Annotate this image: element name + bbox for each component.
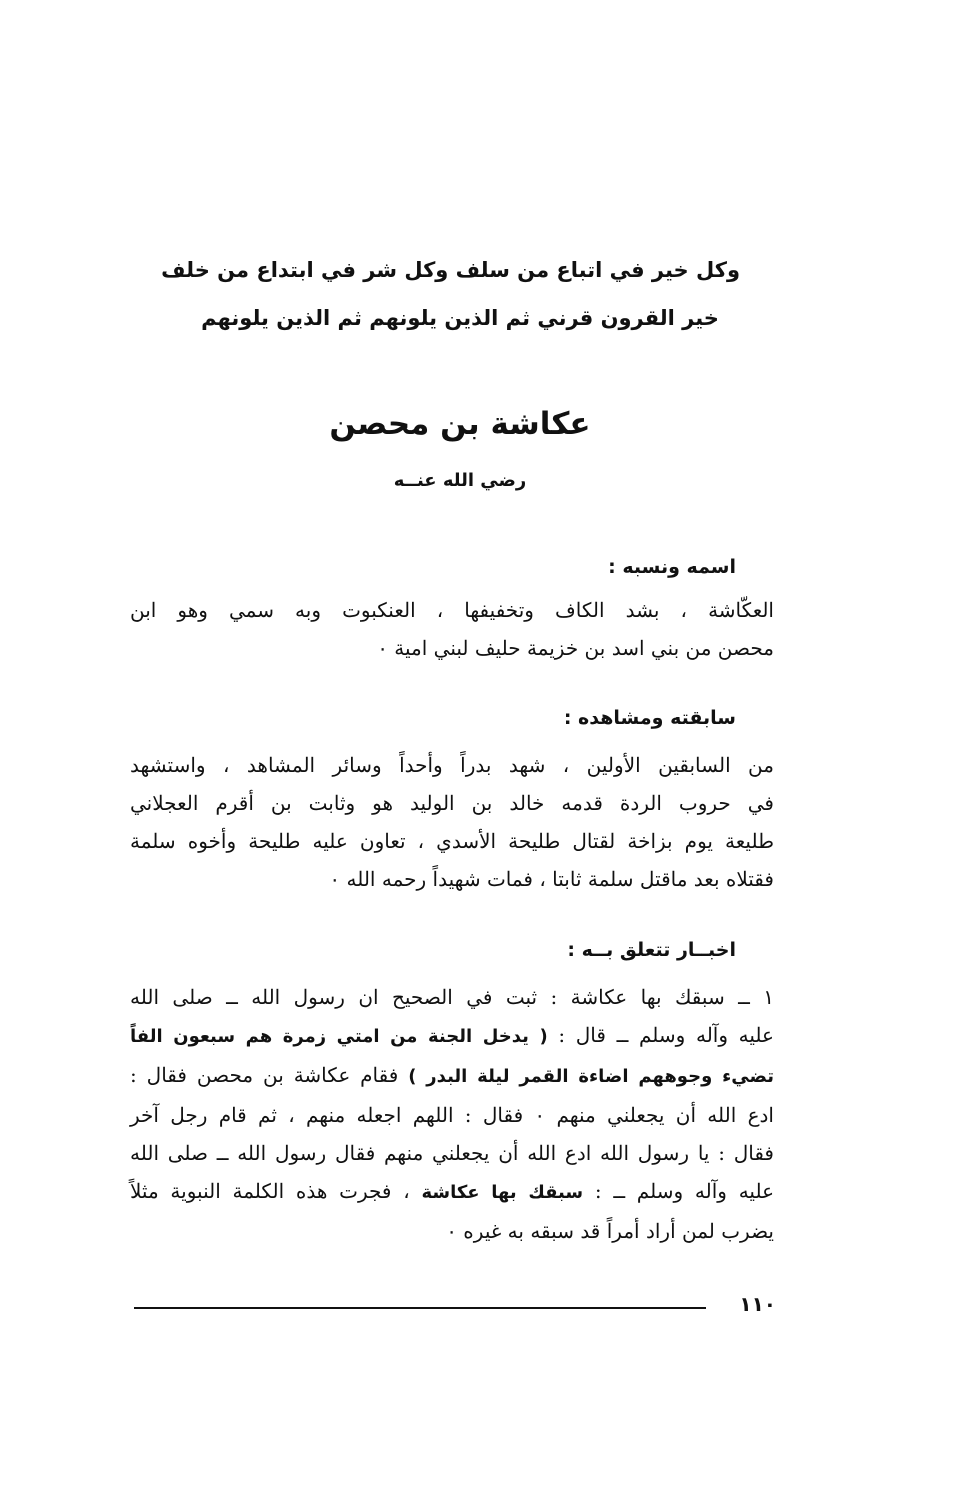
- epigraph: [161, 246, 740, 342]
- body-line: طليعة يوم بزاخة لقتال طليحة الأسدي ، تعاون عليه طليحة وأخوه سلمة: [130, 829, 774, 853]
- section-body-precedence: [130, 746, 774, 898]
- epigraph-line-2: خير القرون قرني ثم الذين يلونهم ثم الذين يلونهم: [201, 306, 719, 330]
- plain-text: عليه وآله وسلم ــ قال :: [547, 1023, 774, 1047]
- section-body-reports: [130, 978, 774, 1250]
- plain-text: عليه وآله وسلم ــ :: [583, 1179, 775, 1203]
- section-body-name: [130, 591, 774, 667]
- body-line: يضرب لمن أراد أمراً قد سبقه به غيره ٠: [446, 1219, 774, 1243]
- plain-text: فقام عكاشة بن محصن فقال :: [130, 1063, 409, 1087]
- footer-rule: [134, 1307, 706, 1309]
- body-line: من السابقين الأولين ، شهد بدراً وأحداً وسائر المشاهد ، واستشهد: [130, 753, 774, 777]
- body-line: [130, 1016, 774, 1056]
- body-line: [130, 1056, 774, 1096]
- body-line: ادع الله أن يجعلني منهم ٠ فقال : اللهم اجعله منهم ، ثم قام رجل آخر: [130, 1103, 774, 1127]
- page-subtitle: رضي الله عنــه: [393, 470, 527, 491]
- body-line: في حروب الردة قدمه خالد بن الوليد هو وثابت بن أقرم العجلاني: [130, 791, 774, 815]
- body-line: محصن من بني اسد بن خزيمة حليف لبني امية ٠: [377, 636, 774, 660]
- section-heading-precedence: سابقته ومشاهده :: [563, 707, 736, 729]
- page-number: ١١٠: [739, 1292, 776, 1316]
- epigraph-line-1: وكل خير في اتباع من سلف وكل شر في ابتداع من خلف: [161, 258, 740, 282]
- page-title: عكاشة بن محصن: [329, 406, 591, 442]
- hadith-quote: تضيء وجوههم اضاءة القمر ليلة البدر ): [408, 1066, 774, 1087]
- hadith-quote: ( يدخل الجنة من امتي زمرة هم سبعون الفاً: [130, 1026, 548, 1047]
- body-line: ١ ــ سبقك بها عكاشة : ثبت في الصحيح ان رسول الله ــ صلى الله: [130, 985, 774, 1009]
- body-line: العكّاشة ، بشد الكاف وتخفيفها ، العنكبوت وبه سمي وهو ابن: [130, 598, 774, 622]
- body-line: فقتلاه بعد ماقتل سلمة ثابتا ، فمات شهيداً رحمه الله ٠: [329, 867, 774, 891]
- section-heading-reports: اخبــار تتعلق بــه :: [567, 939, 736, 961]
- body-line: [130, 1172, 774, 1212]
- body-line: فقال : يا رسول الله ادع الله أن يجعلني منهم فقال رسول الله ــ صلى الله: [130, 1141, 774, 1165]
- proverb-quote: سبقك بها عكاشة: [421, 1182, 584, 1203]
- section-heading-name: اسمه ونسبه :: [608, 556, 736, 578]
- plain-text: ، فجرت هذه الكلمة النبوية مثلاً: [130, 1179, 422, 1203]
